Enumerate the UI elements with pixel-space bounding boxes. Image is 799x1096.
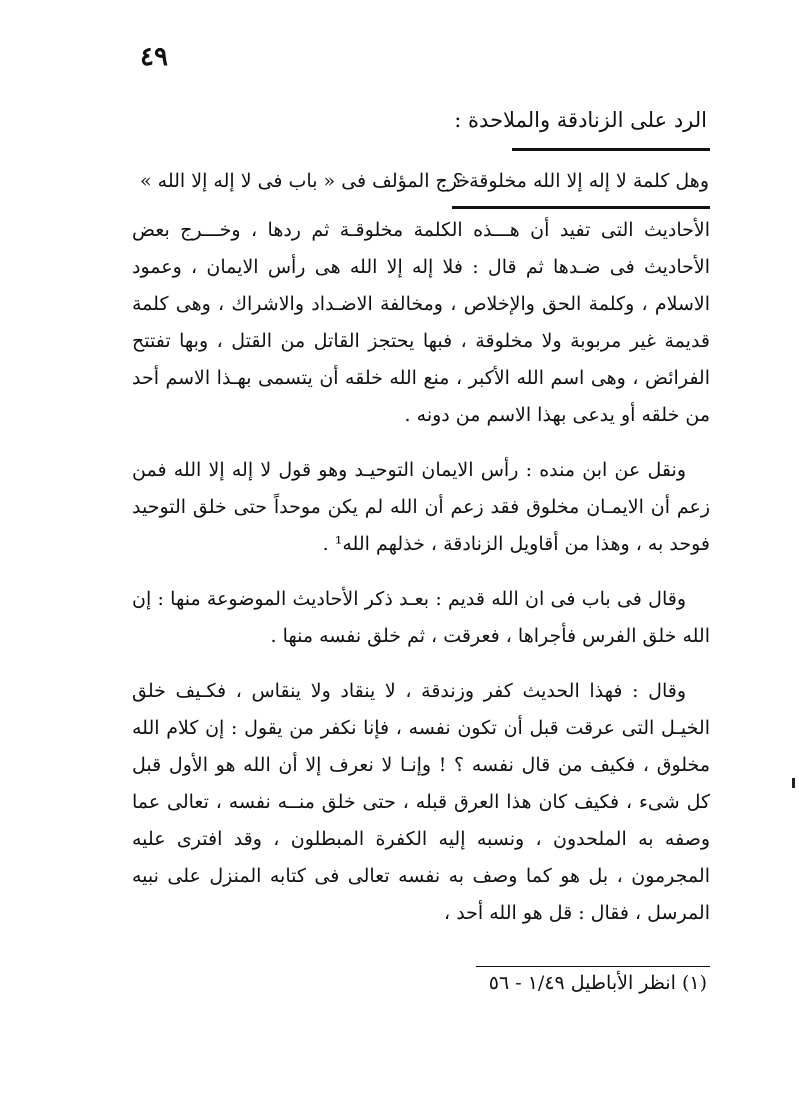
first-line bbox=[140, 170, 709, 204]
footnote: (١) انظر الأباطيل ١/٤٩ - ٥٦ bbox=[488, 972, 707, 994]
running-head-underline bbox=[512, 148, 710, 151]
body-text bbox=[132, 212, 710, 950]
first-line-remainder: خرج المؤلف فى « باب فى لا إله إلا الله » bbox=[140, 170, 471, 192]
question-underline bbox=[452, 206, 710, 209]
paragraph: وقال فى باب فى ان الله قديم : بعـد ذكر الأحاديث الموضوعة منها : إن الله خلق الفرس فأجراها ، فعرقت ، ثم خلق نفسه منها . bbox=[132, 588, 710, 647]
paragraph: وقال : فهذا الحديث كفر وزندقة ، لا ينقاد ولا ينقاس ، فكـيف خلق الخيـل التى عرقت قبل أن تكون نفسه ، فإنا نكفر من يقول : إن كلام الله مخلوق ، فكيف من قال نفسه ؟ ! وإنـا لا نعرف إلا أن الله هو الأول قبل كل شىء ، فكيف كان هذا العرق قبله ، حتى خلق منــه نفسه ، تعالى عما وصفه به الملحدون ، ونسبه إليه الكفرة المبطلون ، وقد افترى عليه المجرمون ، بل هو كما وصف به نفسه تعالى فى كتابه المنزل على نبيه المرسل ، فقال : قل هو الله أحد ، bbox=[132, 680, 710, 924]
question-heading: وهل كلمة لا إله إلا الله مخلوقة ؟ : bbox=[440, 170, 709, 192]
running-head: الرد على الزنادقة والملاحدة : bbox=[454, 108, 707, 132]
paragraph: الأحاديث التى تفيد أن هـــذه الكلمة مخلوقـة ثم ردها ، وخـــرج بعض الأحاديث فى ضـدها ثم قال : فلا إله إلا الله هى رأس الايمان ، وعمود الاسلام ، وكلمة الحق والإخلاص ، ومخالفة الاضـداد والاشراك ، وهى كلمة قديمة غير مربوبة ولا مخلوقة ، فبها يحتجز القاتل من القتل ، وبها تفتتح الفرائض ، وهى اسم الله الأكبر ، منع الله خلقه أن يتسمى بهـذا الاسم أحد من خلقه أو يدعى بهذا الاسم من دونه . bbox=[132, 219, 710, 426]
paragraph: ونقل عن ابن منده : رأس الايمان التوحيـد وهو قول لا إله إلا الله فمن زعم أن الايمـان مخلوق فقد زعم أن الله لم يكن موحداً حتى خلق التوحيد فوحد به ، وهذا من أقاويل الزنادقة ، خذلهم الله¹ . bbox=[132, 459, 710, 555]
scan-speck bbox=[792, 778, 795, 788]
footnote-rule bbox=[476, 966, 710, 967]
page-number: ٤٩ bbox=[140, 42, 168, 72]
